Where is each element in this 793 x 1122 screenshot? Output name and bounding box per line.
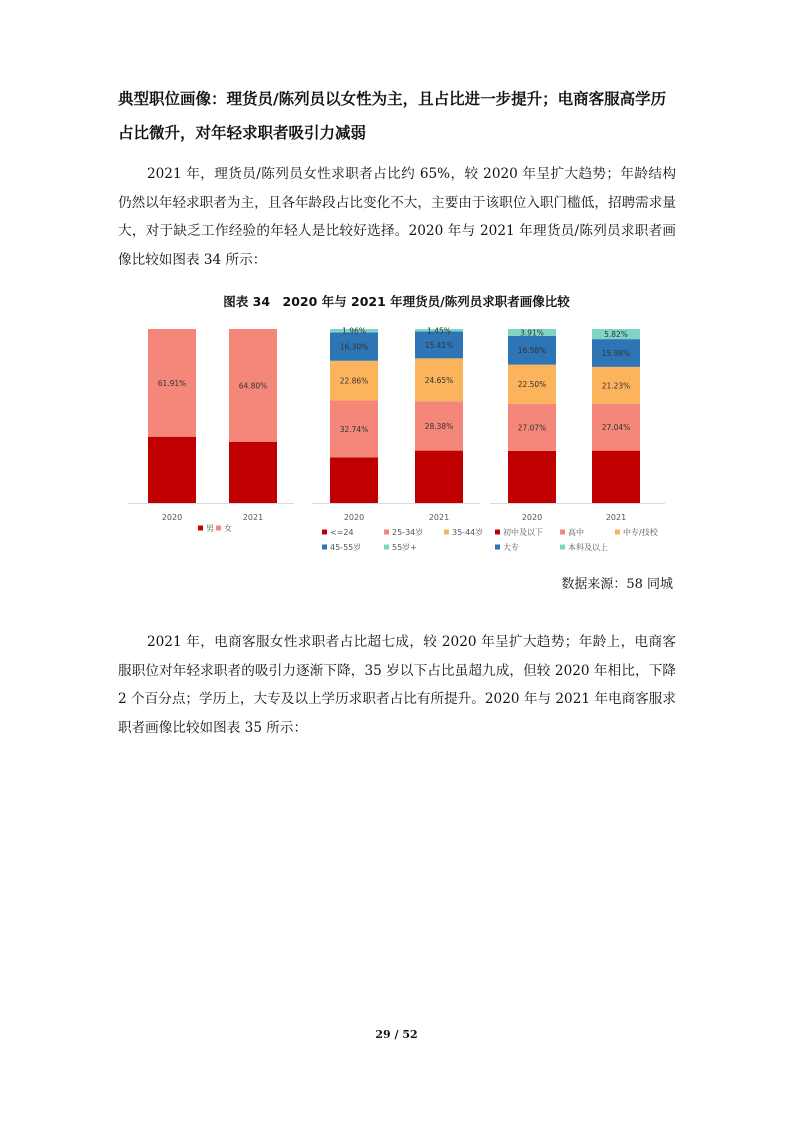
bar-segment [508,451,556,503]
legend-label: 35-44岁 [452,528,484,537]
legend-swatch [444,530,449,535]
data-label: 27.07% [517,423,547,433]
legend-swatch [495,545,500,550]
legend-swatch [216,526,221,531]
data-label: 24.65% [424,375,454,385]
data-label: 27.04% [601,423,631,433]
data-label: 22.86% [339,376,369,386]
data-label: 5.82% [604,330,628,340]
legend-label: 女 [224,524,232,533]
data-label: 1.96% [342,326,366,336]
bar-segment [592,451,640,503]
legend-swatch [322,530,327,535]
legend-label: 本科及以上 [568,543,608,552]
x-tick-label: 2021 [242,513,264,522]
data-label: 15.41% [424,340,454,350]
data-label: 15.98% [601,348,631,358]
legend-swatch [495,530,500,535]
data-label: 3.91% [520,328,544,338]
figure-caption: 图表 34 2020 年与 2021 年理货员/陈列员求职者画像比较 [223,294,570,309]
data-label: 21.23% [601,381,631,391]
legend-swatch [198,526,203,531]
data-label: 61.91% [157,378,187,388]
bar-segment [148,437,196,503]
legend-swatch [560,545,565,550]
legend-label: 55岁+ [392,543,417,552]
legend-swatch [615,530,620,535]
legend-label: 男 [206,524,214,533]
legend-swatch [384,530,389,535]
legend-swatch [384,545,389,550]
data-label: 16.30% [339,342,369,352]
legend-label: 初中及以下 [503,528,543,537]
data-label: 22.50% [517,380,547,390]
data-label: 64.80% [238,381,268,391]
data-label: 1.45% [427,326,451,336]
bar-segment [330,458,378,503]
legend-label: <=24 [330,528,354,537]
legend-swatch [322,545,327,550]
bar-segment [415,451,463,503]
legend-label: 中专/技校 [623,528,658,537]
data-source: 数据来源：58 同城 [561,577,673,592]
data-label: 32.74% [339,425,369,435]
legend-label: 高中 [568,528,584,537]
x-tick-label: 2020 [521,513,543,522]
bar-segment [229,442,277,503]
data-label: 28.38% [424,421,454,431]
paragraph-2: 2021 年，电商客服女性求职者占比超七成，较 2020 年呈扩大趋势；年龄上，电商客服职位对年轻求职者的吸引力逐渐下降，35 岁以下占比虽超九成，但较 2020 年相比，下降 2 个百分点；学历上，大专及以上学历求职者占比有所提升。2020 年与 2021 年电商客服求职者画像比较如图表 35 所示： [118,634,676,736]
section-heading: 典型职位画像：理货员/陈列员以女性为主，且占比进一步提升；电商客服高学历占比微升，对年轻求职者吸引力减弱 [118,90,667,142]
x-tick-label: 2020 [161,513,183,522]
paragraph-1: 2021 年，理货员/陈列员女性求职者占比约 65%，较 2020 年呈扩大趋势；年龄结构仍然以年轻求职者为主，且各年龄段占比变化不大，主要由于该职位入职门槛低，招聘需求量大，对于缺乏工作经验的年轻人是比较好选择。2020 年与 2021 年理货员/陈列员求职者画像比较如图表 34 所示： [118,166,676,268]
x-tick-label: 2020 [343,513,365,522]
legend-label: 大专 [503,543,519,552]
x-tick-label: 2021 [428,513,450,522]
data-label: 16.58% [517,346,547,356]
page-number: 29 / 52 [375,1028,418,1041]
legend-label: 45-55岁 [330,543,362,552]
x-tick-label: 2021 [605,513,627,522]
legend-label: 25-34岁 [392,528,424,537]
legend-swatch [560,530,565,535]
